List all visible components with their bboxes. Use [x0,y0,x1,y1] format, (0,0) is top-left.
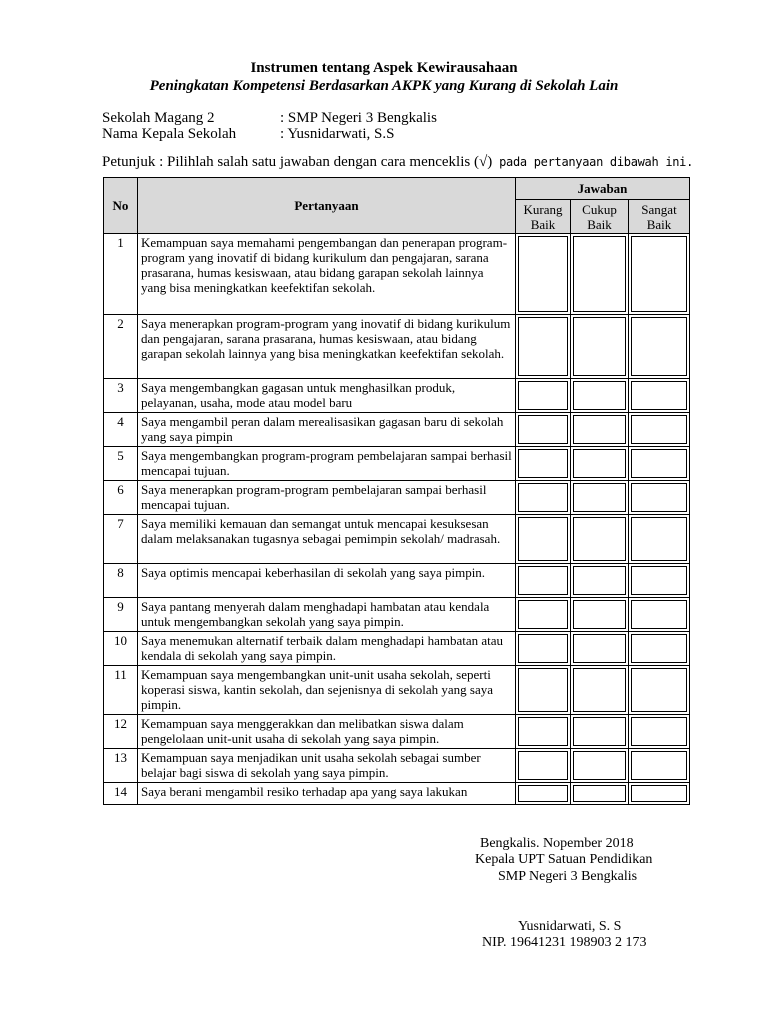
answer-cell-kurang-baik[interactable] [516,666,571,715]
row-number: 12 [104,715,138,749]
row-number: 4 [104,413,138,447]
answer-cell-sangat-baik[interactable] [629,447,690,481]
answer-cell-kurang-baik[interactable] [516,715,571,749]
answer-cell-cukup-baik[interactable] [571,564,629,598]
answer-box[interactable] [631,785,687,802]
table-row [104,481,690,515]
answer-box[interactable] [631,317,687,376]
question-text: Saya mengembangkan program-program pembelajaran sampai berhasil mencapai tujuan. [138,447,516,481]
answer-box[interactable] [573,449,626,478]
option-cukup-baik: Cukup Baik [571,200,629,234]
answer-box[interactable] [518,415,568,444]
questionnaire-table [103,177,690,805]
question-text: Kemampuan saya mengembangkan unit-unit usaha sekolah, seperti koperasi siswa, kantin sekolah, dan sejenisnya di sekolah yang saya pimpin. [138,666,516,715]
table-row [104,234,690,315]
table-row [104,413,690,447]
signature-school: SMP Negeri 3 Bengkalis [498,869,638,884]
answer-box[interactable] [518,751,568,780]
answer-cell-cukup-baik[interactable] [571,447,629,481]
answer-cell-sangat-baik[interactable] [629,715,690,749]
answer-cell-cukup-baik[interactable] [571,481,629,515]
answer-box[interactable] [573,717,626,746]
question-text: Saya pantang menyerah dalam menghadapi hambatan atau kendala untuk mengembangkan sekolah yang saya pimpin. [138,598,516,632]
answer-box[interactable] [573,566,626,595]
answer-box[interactable] [573,381,626,410]
row-number: 10 [104,632,138,666]
answer-box[interactable] [518,236,568,312]
answer-box[interactable] [631,717,687,746]
answer-cell-cukup-baik[interactable] [571,234,629,315]
answer-box[interactable] [518,517,568,561]
answer-box[interactable] [631,517,687,561]
answer-box[interactable] [573,483,626,512]
info-kepala-value: : Yusnidarwati, S.S [280,126,395,142]
answer-box[interactable] [518,381,568,410]
answer-box[interactable] [573,785,626,802]
question-text: Kemampuan saya menggerakkan dan melibatkan siswa dalam pengelolaan unit-unit usaha di sekolah yang saya pimpin. [138,715,516,749]
table-row [104,632,690,666]
answer-cell-kurang-baik[interactable] [516,598,571,632]
answer-box[interactable] [573,634,626,663]
header-pertanyaan: Pertanyaan [138,178,516,234]
answer-cell-kurang-baik[interactable] [516,234,571,315]
answer-box[interactable] [631,600,687,629]
question-rows [104,234,690,805]
header-jawaban: Jawaban [516,178,690,200]
answer-box[interactable] [573,668,626,712]
answer-box[interactable] [631,415,687,444]
answer-box[interactable] [518,483,568,512]
answer-box[interactable] [631,634,687,663]
answer-cell-sangat-baik[interactable] [629,749,690,783]
question-text: Kemampuan saya menjadikan unit usaha sekolah sebagai sumber belajar bagi siswa di sekolah yang saya pimpin. [138,749,516,783]
answer-cell-kurang-baik[interactable] [516,749,571,783]
signature-place-date: Bengkalis. Nopember 2018 [480,836,634,851]
answer-box[interactable] [518,668,568,712]
row-number: 2 [104,315,138,379]
table-row [104,666,690,715]
table-row [104,715,690,749]
answer-cell-kurang-baik[interactable] [516,379,571,413]
answer-cell-cukup-baik[interactable] [571,598,629,632]
question-text: Saya mengambil peran dalam merealisasikan gagasan baru di sekolah yang saya pimpin [138,413,516,447]
answer-cell-kurang-baik[interactable] [516,515,571,564]
table-row [104,447,690,481]
answer-box[interactable] [573,517,626,561]
row-number: 13 [104,749,138,783]
answer-cell-sangat-baik[interactable] [629,515,690,564]
answer-cell-kurang-baik[interactable] [516,632,571,666]
answer-box[interactable] [518,317,568,376]
answer-box[interactable] [518,449,568,478]
answer-box[interactable] [573,600,626,629]
question-text: Saya menemukan alternatif terbaik dalam menghadapi hambatan atau kendala di sekolah yang saya pimpin. [138,632,516,666]
answer-box[interactable] [518,717,568,746]
row-number: 5 [104,447,138,481]
question-text: Saya menerapkan program-program yang inovatif di bidang kurikulum dan pengajaran, sarana prasarana, humas kesiswaan, atau bidang garapan sekolah lainnya yang bisa meningkatkan keefektifan sekolah. [138,315,516,379]
answer-cell-kurang-baik[interactable] [516,315,571,379]
answer-box[interactable] [631,236,687,312]
answer-cell-kurang-baik[interactable] [516,413,571,447]
answer-box[interactable] [518,634,568,663]
answer-cell-sangat-baik[interactable] [629,234,690,315]
row-number: 9 [104,598,138,632]
document-title: Instrumen tentang Aspek Kewirausahaan [250,60,518,76]
question-text: Saya memiliki kemauan dan semangat untuk mencapai kesuksesan dalam melaksanakan tugasnya sebagai pemimpin sekolah/ madrasah. [138,515,516,564]
signature-position: Kepala UPT Satuan Pendidikan [475,852,653,867]
answer-cell-kurang-baik[interactable] [516,564,571,598]
answer-box[interactable] [518,600,568,629]
option-sangat-baik: Sangat Baik [629,200,690,234]
row-number: 7 [104,515,138,564]
answer-cell-sangat-baik[interactable] [629,783,690,805]
answer-cell-sangat-baik[interactable] [629,666,690,715]
table-row [104,749,690,783]
question-text: Saya menerapkan program-program pembelajaran sampai berhasil mencapai tujuan. [138,481,516,515]
answer-cell-sangat-baik[interactable] [629,315,690,379]
answer-cell-sangat-baik[interactable] [629,481,690,515]
answer-cell-cukup-baik[interactable] [571,413,629,447]
signature-name: Yusnidarwati, S. S [518,919,622,934]
row-number: 8 [104,564,138,598]
instructions [102,154,693,171]
table-row [104,564,690,598]
row-number: 6 [104,481,138,515]
answer-box[interactable] [518,785,568,802]
answer-box[interactable] [573,415,626,444]
table-row [104,515,690,564]
answer-cell-kurang-baik[interactable] [516,481,571,515]
question-text: Saya mengembangkan gagasan untuk menghasilkan produk, pelayanan, usaha, mode atau model baru [138,379,516,413]
option-kurang-baik: Kurang Baik [516,200,571,234]
answer-cell-sangat-baik[interactable] [629,632,690,666]
answer-box[interactable] [631,449,687,478]
answer-cell-sangat-baik[interactable] [629,564,690,598]
table-row [104,315,690,379]
answer-box[interactable] [631,668,687,712]
table-row [104,598,690,632]
answer-box[interactable] [573,236,626,312]
row-number: 3 [104,379,138,413]
table-row [104,783,690,805]
answer-cell-kurang-baik[interactable] [516,783,571,805]
table-row [104,379,690,413]
answer-cell-kurang-baik[interactable] [516,447,571,481]
answer-box[interactable] [631,566,687,595]
document-subtitle: Peningkatan Kompetensi Berdasarkan AKPK yang Kurang di Sekolah Lain [149,78,619,94]
info-sekolah-value: : SMP Negeri 3 Bengkalis [280,110,437,126]
answer-cell-sangat-baik[interactable] [629,379,690,413]
row-number: 14 [104,783,138,805]
info-kepala [102,126,394,143]
header-no: No [104,178,138,234]
answer-cell-cukup-baik[interactable] [571,783,629,805]
instructions-tail: pada pertanyaan dibawah ini. [492,155,694,169]
answer-cell-cukup-baik[interactable] [571,715,629,749]
answer-box[interactable] [631,751,687,780]
answer-cell-cukup-baik[interactable] [571,666,629,715]
answer-box[interactable] [573,751,626,780]
answer-cell-sangat-baik[interactable] [629,413,690,447]
info-sekolah-label: Sekolah Magang 2 [102,110,215,126]
row-number: 11 [104,666,138,715]
answer-box[interactable] [631,381,687,410]
answer-box[interactable] [573,317,626,376]
instructions-main: Petunjuk : Pilihlah salah satu jawaban dengan cara menceklis (√) [102,154,493,170]
question-text: Saya optimis mencapai keberhasilan di sekolah yang saya pimpin. [138,564,516,598]
answer-box[interactable] [518,566,568,595]
signature-nip: NIP. 19641231 198903 2 173 [482,935,647,950]
answer-cell-cukup-baik[interactable] [571,749,629,783]
question-text: Saya berani mengambil resiko terhadap apa yang saya lakukan [138,783,516,805]
answer-cell-cukup-baik[interactable] [571,315,629,379]
answer-cell-cukup-baik[interactable] [571,515,629,564]
row-number: 1 [104,234,138,315]
info-kepala-label: Nama Kepala Sekolah [102,126,237,142]
question-text: Kemampuan saya memahami pengembangan dan penerapan program-program yang inovatif di bidang kurikulum dan pengajaran, sarana prasarana, humas kesiswaan, atau bidang garapan sekolah lainnya yang bisa meningkatkan keefektifan sekolah. [138,234,516,315]
answer-cell-sangat-baik[interactable] [629,598,690,632]
info-sekolah [102,110,437,127]
answer-box[interactable] [631,483,687,512]
answer-cell-cukup-baik[interactable] [571,632,629,666]
answer-cell-cukup-baik[interactable] [571,379,629,413]
